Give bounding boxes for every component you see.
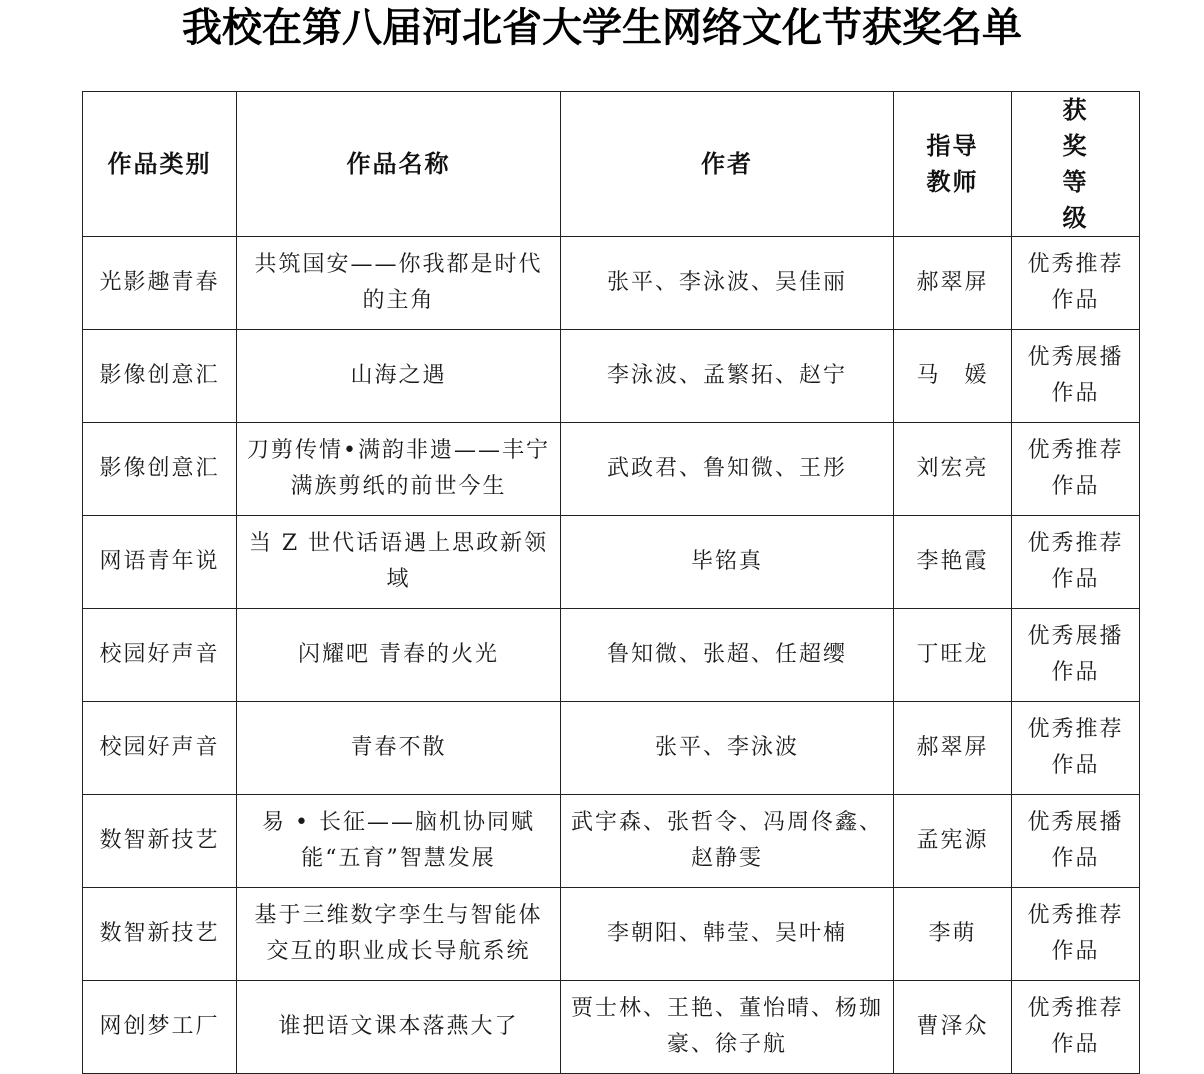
header-teacher: 指导教师	[894, 92, 1012, 237]
cell-award-level: 优秀推荐作品	[1012, 237, 1140, 330]
cell-category: 影像创意汇	[83, 330, 237, 423]
document-title: 我校在第八届河北省大学生网络文化节获奖名单	[182, 4, 1022, 51]
header-category: 作品类别	[83, 92, 237, 237]
cell-work-name: 共筑国安——你我都是时代的主角	[237, 237, 561, 330]
cell-award-level: 优秀推荐作品	[1012, 702, 1140, 795]
cell-category: 数智新技艺	[83, 795, 237, 888]
cell-authors: 武政君、鲁知微、王彤	[561, 423, 894, 516]
cell-authors: 武宇森、张哲令、冯周佟鑫、赵静雯	[561, 795, 894, 888]
cell-award-level: 优秀推荐作品	[1012, 423, 1140, 516]
header-award-level: 获奖等级	[1012, 92, 1140, 237]
cell-authors: 李泳波、孟繁拓、赵宁	[561, 330, 894, 423]
cell-work-name: 谁把语文课本落燕大了	[237, 981, 561, 1074]
cell-authors: 毕铭真	[561, 516, 894, 609]
cell-category: 校园好声音	[83, 609, 237, 702]
cell-award-level: 优秀展播作品	[1012, 609, 1140, 702]
cell-authors: 李朝阳、韩莹、吴叶楠	[561, 888, 894, 981]
cell-work-name: 基于三维数字孪生与智能体交互的职业成长导航系统	[237, 888, 561, 981]
cell-teacher: 郝翠屏	[894, 237, 1012, 330]
cell-authors: 鲁知微、张超、任超缨	[561, 609, 894, 702]
cell-teacher: 李艳霞	[894, 516, 1012, 609]
cell-work-name: 易 • 长征——脑机协同赋能“五育”智慧发展	[237, 795, 561, 888]
cell-teacher: 丁旺龙	[894, 609, 1012, 702]
cell-award-level: 优秀推荐作品	[1012, 888, 1140, 981]
cell-category: 数智新技艺	[83, 888, 237, 981]
cell-award-level: 优秀推荐作品	[1012, 516, 1140, 609]
cell-work-name: 山海之遇	[237, 330, 561, 423]
cell-category: 光影趣青春	[83, 237, 237, 330]
cell-authors: 张平、李泳波、吴佳丽	[561, 237, 894, 330]
cell-work-name: 青春不散	[237, 702, 561, 795]
cell-work-name: 刀剪传情•满韵非遗——丰宁满族剪纸的前世今生	[237, 423, 561, 516]
award-list-table	[82, 91, 1140, 1074]
table-row	[83, 237, 1140, 330]
cell-authors: 张平、李泳波	[561, 702, 894, 795]
table-header-row	[83, 92, 1140, 237]
table-row	[83, 888, 1140, 981]
cell-teacher: 孟宪源	[894, 795, 1012, 888]
table-row	[83, 516, 1140, 609]
cell-award-level: 优秀推荐作品	[1012, 981, 1140, 1074]
cell-teacher: 李萌	[894, 888, 1012, 981]
cell-category: 网语青年说	[83, 516, 237, 609]
cell-category: 影像创意汇	[83, 423, 237, 516]
table-row	[83, 609, 1140, 702]
cell-teacher: 郝翠屏	[894, 702, 1012, 795]
header-author: 作者	[561, 92, 894, 237]
header-work-name: 作品名称	[237, 92, 561, 237]
cell-work-name: 当 Z 世代话语遇上思政新领域	[237, 516, 561, 609]
table-row	[83, 423, 1140, 516]
cell-award-level: 优秀展播作品	[1012, 795, 1140, 888]
cell-teacher: 刘宏亮	[894, 423, 1012, 516]
table-row	[83, 330, 1140, 423]
table-row	[83, 702, 1140, 795]
cell-award-level: 优秀展播作品	[1012, 330, 1140, 423]
table-row	[83, 795, 1140, 888]
table-row	[83, 981, 1140, 1074]
cell-teacher: 曹泽众	[894, 981, 1012, 1074]
cell-category: 网创梦工厂	[83, 981, 237, 1074]
cell-category: 校园好声音	[83, 702, 237, 795]
cell-work-name: 闪耀吧 青春的火光	[237, 609, 561, 702]
cell-teacher: 马 媛	[894, 330, 1012, 423]
cell-authors: 贾士林、王艳、董怡晴、杨珈豪、徐子航	[561, 981, 894, 1074]
